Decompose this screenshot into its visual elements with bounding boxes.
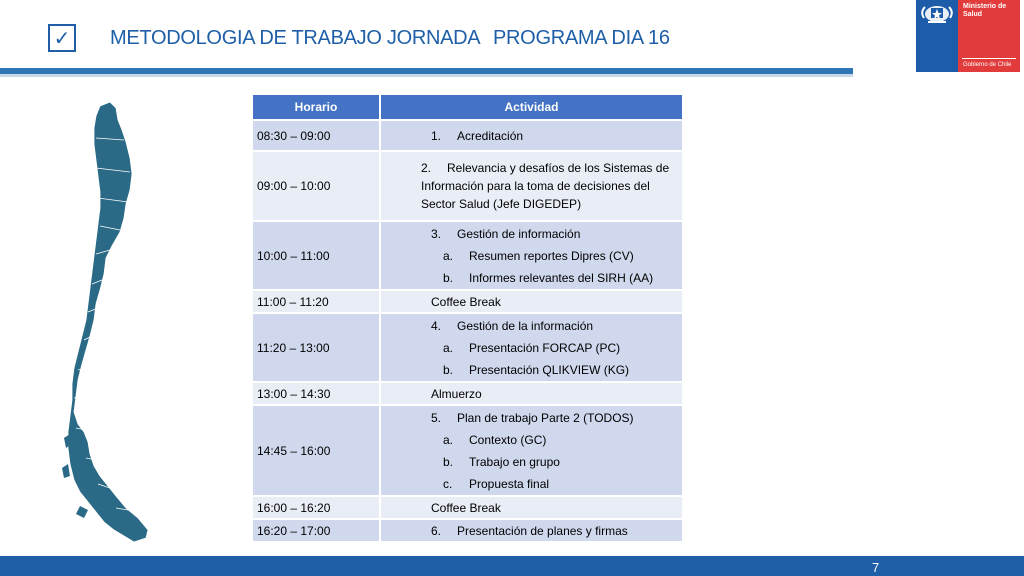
row-time: 16:20 – 17:00 [253,520,381,541]
subitem-text: Contexto (GC) [469,432,547,447]
item-marker: 4. [431,318,442,333]
row-activity [381,383,682,404]
subitem-marker: c. [443,476,453,491]
item-text: Coffee Break [431,294,501,309]
item-marker: 1. [431,128,442,143]
row-time: 09:00 – 10:00 [253,152,381,220]
row-activity [381,121,682,150]
row-time: 11:00 – 11:20 [253,291,381,312]
page-subtitle: PROGRAMA DIA 16 [493,27,670,49]
subitem-text: Trabajo en grupo [469,454,560,469]
row-activity [381,497,682,518]
coat-of-arms-icon [916,0,958,30]
item-text: Gestión de la información [457,318,594,333]
table-header-row [253,95,682,119]
government-name: Gobierno de Chile [963,62,1012,68]
schedule-table [253,93,682,543]
subitem-text: Propuesta final [469,476,550,491]
item-text: Coffee Break [431,500,501,515]
row-time: 14:45 – 16:00 [253,406,381,495]
table-row [253,222,682,289]
footer-bar [0,556,1024,576]
table-row [253,406,682,495]
row-activity [381,291,682,312]
row-time: 16:00 – 16:20 [253,497,381,518]
item-text: Gestión de información [457,226,581,241]
row-activity [381,222,682,289]
table-row [253,121,682,150]
logo-blue-panel [916,0,958,72]
table-row [253,152,682,220]
row-time: 13:00 – 14:30 [253,383,381,404]
item-text: Relevancia y desafíos de los Sistemas de Información para la toma de decisiones del Sector Salud (Jefe DIGEDEP) [421,161,670,211]
item-text: Presentación de planes y firmas [457,523,628,538]
subitem-text: Informes relevantes del SIRH (AA) [469,270,654,285]
ministry-name: Ministerio de Salud [963,3,1007,18]
header-divider-shadow [0,74,853,77]
subitem-marker: a. [443,248,454,263]
logo-divider [962,58,1016,59]
item-marker: 2. [421,161,432,175]
item-marker: 3. [431,226,442,241]
page-number: 7 [872,560,880,575]
subitem-text: Presentación FORCAP (PC) [469,340,621,355]
table-row [253,383,682,404]
subitem-marker: b. [443,270,454,285]
table-row [253,497,682,518]
row-time: 10:00 – 11:00 [253,222,381,289]
row-time: 08:30 – 09:00 [253,121,381,150]
item-marker: 5. [431,410,442,425]
table-row [253,520,682,541]
item-text: Acreditación [457,128,524,143]
subitem-marker: a. [443,340,454,355]
column-header-activity: Actividad [381,95,682,119]
subitem-marker: b. [443,362,454,377]
ministry-logo [916,0,1020,72]
table-row [253,314,682,381]
subitem-marker: b. [443,454,454,469]
item-marker: 6. [431,523,442,538]
page-title: METODOLOGIA DE TRABAJO JORNADA [110,27,481,49]
checkbox-icon: ✓ [48,24,76,52]
row-activity [381,406,682,495]
item-text: Plan de trabajo Parte 2 (TODOS) [457,410,634,425]
subitem-text: Resumen reportes Dipres (CV) [469,248,634,263]
row-activity [381,152,682,220]
table-row [253,291,682,312]
subitem-marker: a. [443,432,454,447]
row-time: 11:20 – 13:00 [253,314,381,381]
chile-map-icon [60,98,156,558]
row-activity [381,520,682,541]
row-activity [381,314,682,381]
subitem-text: Presentación QLIKVIEW (KG) [469,362,630,377]
item-text: Almuerzo [431,386,482,401]
column-header-time: Horario [253,95,381,119]
